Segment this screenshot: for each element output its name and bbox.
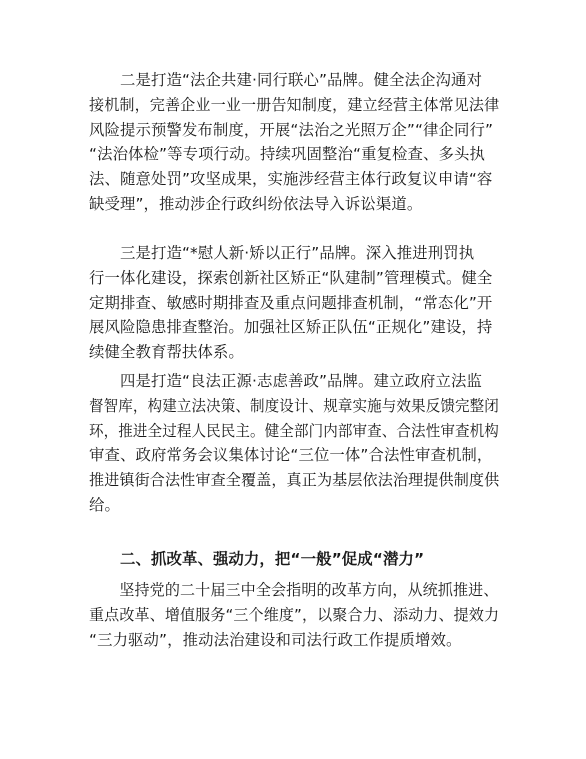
- text-line: 坚持党的二十届三中全会指明的改革方向，从统抓推进、: [119, 581, 499, 599]
- text-line: 行一体化建设，探索创新社区矫正“队建制”管理模式。健全: [89, 268, 493, 287]
- text-line: 四是打造“良法正源·志虑善政”品牌。建立政府立法监: [120, 372, 482, 390]
- body-paragraph: [89, 241, 499, 365]
- text-line: 定期排查、敏感时期排查及重点问题排查机制，“常态化”开: [89, 293, 493, 312]
- text-line: 缺受理”，推动涉企行政纠纷依法导入诉讼渠道。: [89, 194, 423, 213]
- body-paragraph: [89, 369, 499, 518]
- text-line: 三是打造“*慰人新·矫以正行”品牌。深入推进刑罚执: [120, 244, 475, 262]
- text-line: “法治体检”等专项行动。持续巩固整治“重复检查、多头执: [89, 145, 485, 164]
- section-heading: [89, 547, 499, 572]
- text-line: 给。: [89, 495, 120, 514]
- text-line: 督智库，构建立法决策、制度设计、规章实施与效果反馈完整闭: [89, 396, 499, 415]
- text-line: 风险提示预警发布制度，开展“法治之光照万企”“律企同行”: [89, 120, 494, 139]
- body-paragraph: [89, 68, 499, 217]
- text-line: 二、抓改革、强动力，把“一般”促成“潜力”: [120, 550, 425, 568]
- text-line: 重点改革、增值服务“三个维度”，以聚合力、添动力、提效力: [89, 605, 500, 624]
- text-line: 环，推进全过程人民民主。健全部门内部审查、合法性审查机构: [89, 421, 499, 440]
- text-line: 接机制，完善企业一业一册告知制度，建立经营主体常见法律: [89, 95, 500, 114]
- text-line: 展风险隐患排查整治。加强社区矫正队伍“正规化”建设，持: [89, 318, 493, 337]
- text-line: 法、随意处罚”攻坚成果，实施涉经营主体行政复议申请“容: [89, 170, 493, 189]
- body-paragraph: [89, 578, 499, 652]
- text-line: 二是打造“法企共建·同行联心”品牌。健全法企沟通对: [120, 71, 482, 89]
- text-line: 续健全教育帮扶体系。: [89, 343, 244, 362]
- text-line: 推进镇街合法性审查全覆盖，真正为基层依法治理提供制度供: [89, 471, 500, 490]
- text-line: 审查、政府常务会议集体讨论“三位一体”合法性审查机制，: [89, 446, 493, 465]
- text-line: “三力驱动”，推动法治建设和司法行政工作提质增效。: [89, 630, 462, 649]
